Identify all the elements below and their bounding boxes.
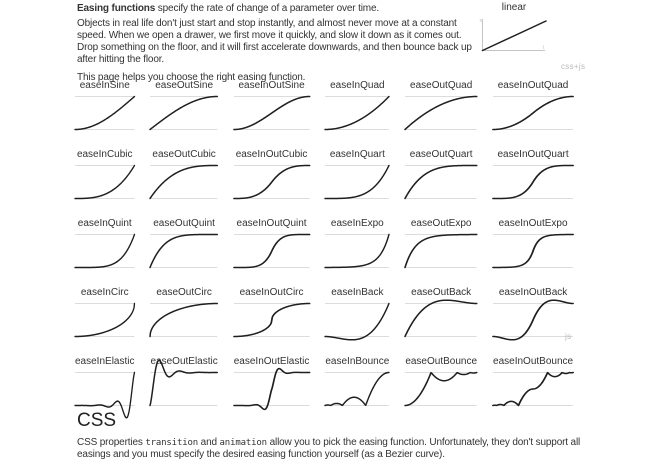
easing-card-title: easeOutQuart [409,149,473,160]
easing-card-easeOutSine[interactable] [150,80,217,132]
curve-path [234,166,310,199]
code-animation: animation [219,438,267,448]
easing-card-title: easeOutExpo [410,218,472,229]
easing-curve-plot [150,163,217,201]
easing-card-easeOutQuint[interactable] [150,218,217,270]
y-axis-label: x [479,18,482,24]
curve-path [325,373,389,406]
curve-path [325,235,389,268]
intro-lead-bold: Easing functions [77,3,156,14]
curve-path [234,235,310,268]
easing-card-easeInOutCirc[interactable] [234,287,310,339]
curve-path [405,235,477,268]
easing-card-easeInOutElastic[interactable] [234,356,310,408]
easing-curve-plot [405,232,477,270]
easing-card-easeInQuad[interactable] [325,80,389,132]
easing-curve-plot [405,370,477,408]
easing-curve-plot [234,94,310,132]
easing-curve-plot [325,370,389,408]
easing-card-easeOutQuart[interactable] [405,149,477,201]
easing-card-easeInOutCubic[interactable] [234,149,310,201]
curve-path [325,97,389,130]
easing-card-title: easeInQuad [330,80,385,91]
easing-card-title: easeInQuart [329,149,385,160]
easing-card-title: easeOutCirc [156,287,212,298]
easing-curve-plot [493,163,573,201]
section-label-js: js [565,332,572,341]
easing-curve-plot [325,94,389,132]
easing-card-easeInOutQuart[interactable] [493,149,573,201]
easing-card-title: easeInOutExpo [498,218,568,229]
easing-card-easeOutBounce[interactable] [405,356,477,408]
easing-card-easeOutElastic[interactable] [150,356,217,408]
easing-curve-plot [75,163,134,201]
easing-card-title: easeOutQuad [410,80,473,91]
easing-card-easeInElastic[interactable] [75,356,134,408]
intro-lead-rest: specify the rate of change of a parameter over time. [155,3,380,14]
easing-card-easeOutBack[interactable] [405,287,477,339]
easing-card-title: easeInOutCirc [239,287,304,298]
linear-chart-card[interactable] [479,2,549,54]
curve-path [75,166,134,199]
linear-chart-plot [479,17,549,54]
easing-card-easeInOutBounce[interactable] [493,356,573,408]
curve-path [493,235,573,268]
css-paragraph-part: allow you to pick the easing function. Unfortunately, they don't support all easings and you must specify the desired easing function yourself (as a Bezier curve). [77,437,581,460]
easing-curve-plot [75,301,134,339]
easing-curve-plot [150,232,217,270]
easing-card-title: easeInBounce [325,356,390,367]
curve-path [493,166,573,199]
easing-card-easeInQuart[interactable] [325,149,389,201]
easing-card-title: easeOutBounce [405,356,478,367]
easing-curve-plot [234,370,310,408]
easing-card-easeInOutExpo[interactable] [493,218,573,270]
easing-curve-plot [234,163,310,201]
easing-card-title: easeInCirc [80,287,129,298]
easing-card-title: easeInOutSine [238,80,305,91]
curve-path [234,304,310,337]
intro-section [77,3,482,84]
easing-card-easeInSine[interactable] [75,80,134,132]
easing-curve-plot [325,163,389,201]
curve-path [493,373,573,406]
intro-closing: This page helps you choose the right easing function. [77,72,306,83]
easing-card-title: easeInCubic [76,149,133,160]
easing-curve-plot [405,94,477,132]
linear-chart-title: linear [501,2,527,13]
easing-card-easeInOutQuad[interactable] [493,80,573,132]
easing-card-title: easeOutCubic [152,149,216,160]
easing-curve-plot [405,163,477,201]
easing-card-easeOutExpo[interactable] [405,218,477,270]
curve-path [405,373,477,406]
easing-card-easeInOutQuint[interactable] [234,218,310,270]
easing-card-title: easeInExpo [330,218,384,229]
easing-card-title: easeInOutCubic [235,149,308,160]
curve-path [405,300,477,336]
easing-card-easeInOutSine[interactable] [234,80,310,132]
x-axis-label: t [543,45,545,51]
easing-card-title: easeOutBack [411,287,472,298]
css-section-heading: CSS [77,410,117,431]
easing-card-easeInOutBack[interactable] [493,287,573,339]
easing-card-title: easeInOutQuint [236,218,307,229]
easing-card-easeOutQuad[interactable] [405,80,477,132]
easing-curve-plot [75,94,134,132]
easing-curve-plot [493,232,573,270]
easing-curve-plot [150,301,217,339]
easing-card-title: easeInOutQuart [497,149,569,160]
easing-curve-plot [493,301,573,339]
easing-curve-plot [150,94,217,132]
curve-path [150,97,217,130]
easing-card-easeInCirc[interactable] [75,287,134,339]
intro-paragraph: Objects in real life don't just start and stop instantly, and almost never move at a constant speed. When we open a drawer, we first move it quickly, and slow it down as it comes out. Drop something on the floor, and it will first accelerate downwards, and then bounce back up after hitting the floor. [77,18,472,65]
easing-card-easeInBounce[interactable] [325,356,389,408]
intro-lead [77,3,482,15]
curve-path [75,304,134,337]
easing-card-title: easeInOutBounce [493,356,574,367]
easing-curve-plot [405,301,477,339]
curve-path [75,235,134,268]
easing-card-easeInExpo[interactable] [325,218,389,270]
easing-curve-plot [493,94,573,132]
easing-card-title: easeInOutQuad [497,80,569,91]
curve-path [405,97,477,130]
easing-card-easeInBack[interactable] [325,287,389,339]
easing-card-title: easeOutElastic [150,356,218,367]
curve-path [150,235,217,268]
curve-path [150,304,217,337]
easing-curve-plot [150,370,217,408]
easing-curve-plot [325,301,389,339]
easing-card-title: easeInElastic [75,356,135,367]
section-label-css-js: css+js [561,62,586,71]
curve-path [405,166,477,199]
easing-card-easeInQuint[interactable] [75,218,134,270]
easing-card-easeOutCubic[interactable] [150,149,217,201]
css-paragraph-part: and [198,437,220,448]
easing-curve-plot [493,370,573,408]
easing-card-title: easeInOutBack [498,287,568,298]
code-transition: transition [145,438,199,448]
easing-curve-plot [75,370,134,408]
curve-path [325,166,389,199]
css-section-paragraph [77,437,582,461]
easing-card-title: easeInOutElastic [233,356,310,367]
curve-path [75,97,134,130]
curve-path [234,97,310,130]
css-section [77,409,582,461]
easing-card-title: easeInQuint [77,218,132,229]
easing-curve-plot [325,232,389,270]
curve-path [325,304,389,340]
easing-card-title: easeInBack [331,287,384,298]
easing-card-easeOutCirc[interactable] [150,287,217,339]
linear-curve-path [483,21,547,51]
easing-card-title: easeOutQuint [153,218,215,229]
easing-curve-plot [234,232,310,270]
easing-curve-plot [234,301,310,339]
easing-card-title: easeOutSine [155,80,214,91]
easing-card-title: easeInSine [79,80,130,91]
easing-curve-plot [75,232,134,270]
css-paragraph-part: CSS properties [77,437,146,448]
curve-path [493,97,573,130]
easing-card-easeInCubic[interactable] [75,149,134,201]
curve-path [150,166,217,199]
curve-path [234,369,310,410]
curve-path [493,300,573,340]
